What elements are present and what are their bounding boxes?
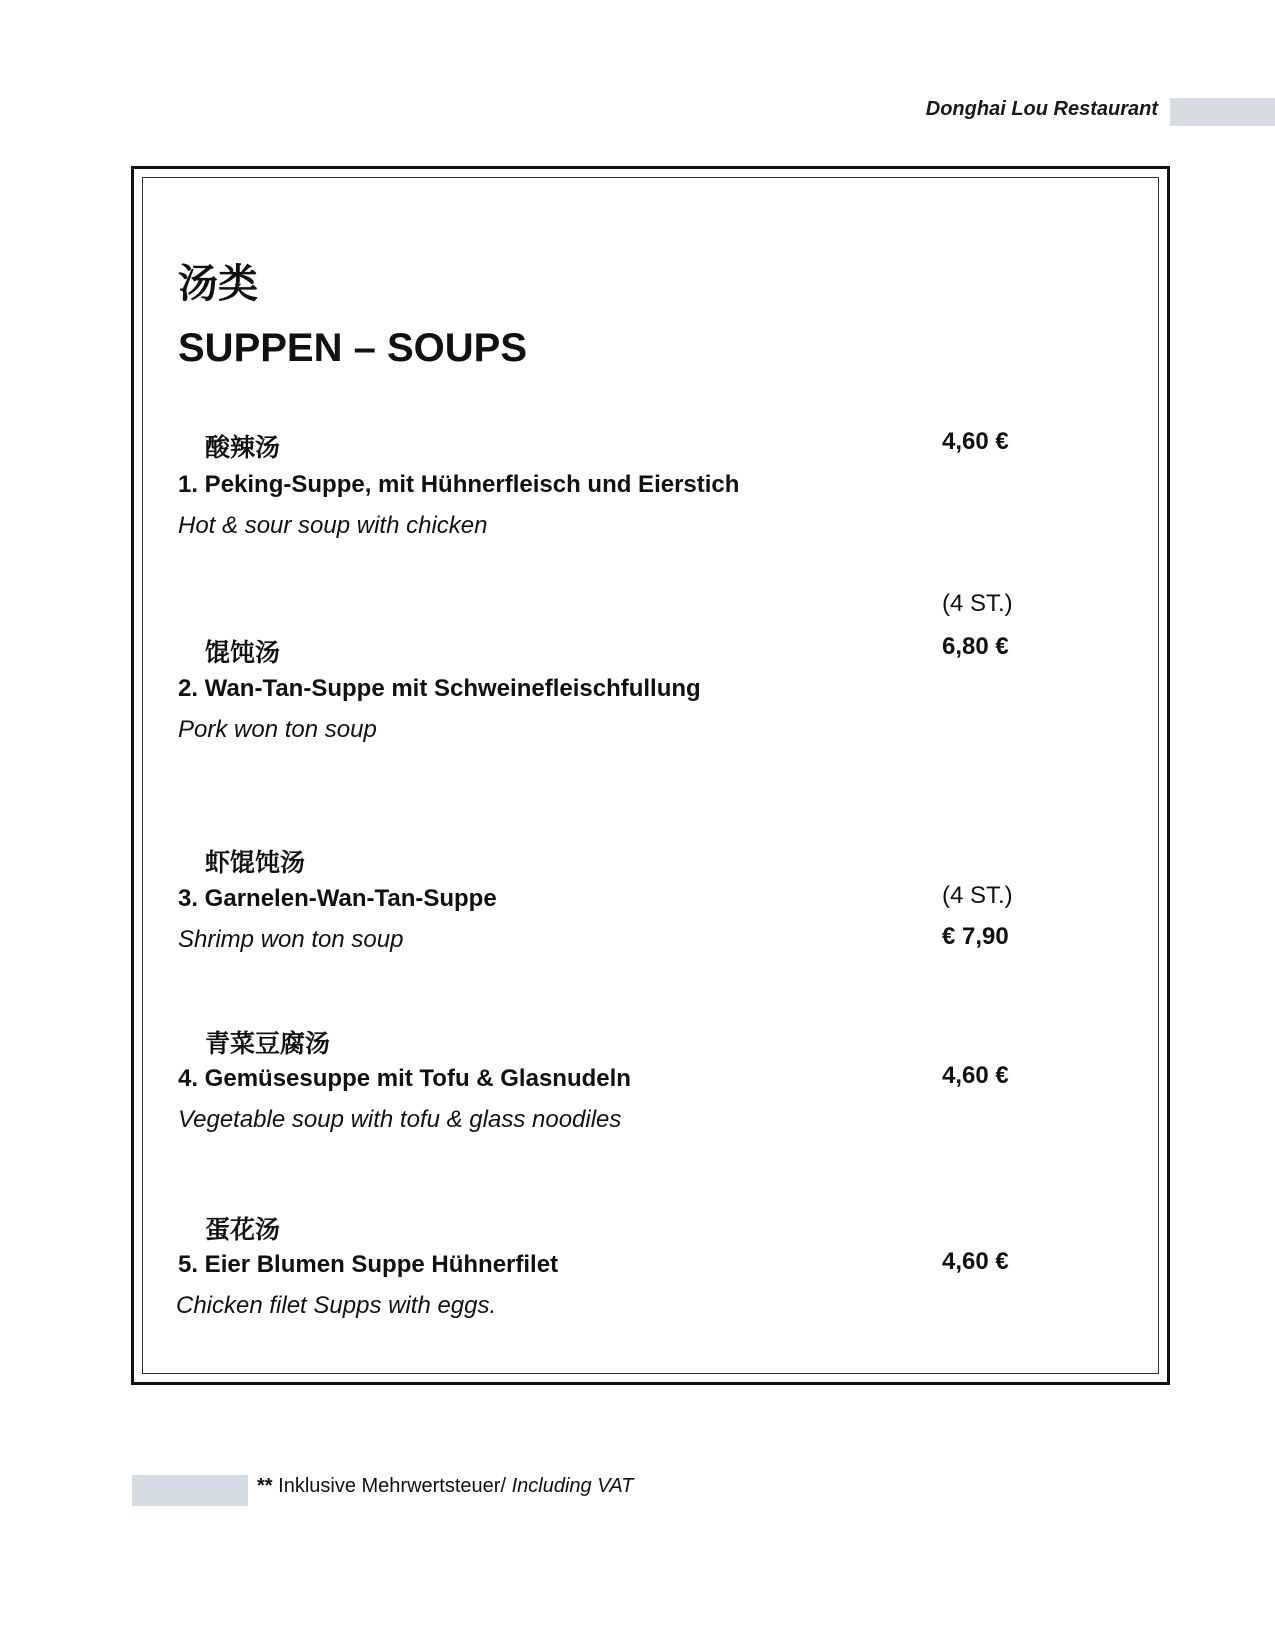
item-name-german: 3. Garnelen-Wan-Tan-Suppe [178, 885, 497, 912]
item-name-chinese: 蛋花汤 [205, 1215, 281, 1244]
item-name-english: Vegetable soup with tofu & glass noodiles [178, 1106, 622, 1133]
item-name-chinese: 酸辣汤 [205, 433, 281, 462]
item-name-english: Hot & sour soup with chicken [178, 512, 488, 539]
footer-accent-bar [132, 1475, 248, 1506]
item-name-english: Chicken filet Supps with eggs. [176, 1292, 497, 1319]
item-price: € 7,90 [942, 923, 1009, 950]
vat-note-stars: ** [257, 1475, 273, 1497]
item-price: 4,60 € [942, 1062, 1009, 1089]
item-name-english: Pork won ton soup [178, 716, 377, 743]
vat-note-german: Inklusive Mehrwertsteuer/ [278, 1475, 507, 1497]
section-title: SUPPEN – SOUPS [178, 326, 528, 370]
item-name-chinese: 青菜豆腐汤 [205, 1029, 331, 1058]
header-accent-bar [1170, 98, 1275, 126]
item-name-chinese: 馄饨汤 [205, 638, 281, 667]
item-price: 4,60 € [942, 428, 1009, 455]
section-title-chinese: 汤类 [178, 261, 258, 307]
item-price: 6,80 € [942, 633, 1009, 660]
item-price: 4,60 € [942, 1248, 1009, 1275]
item-quantity: (4 ST.) [942, 590, 1013, 617]
restaurant-name: Donghai Lou Restaurant [925, 98, 1158, 120]
vat-note-english: Including VAT [511, 1475, 634, 1497]
vat-note [257, 1475, 634, 1498]
item-name-german: 1. Peking-Suppe, mit Hühnerfleisch und Eierstich [178, 471, 740, 498]
item-quantity: (4 ST.) [942, 882, 1013, 909]
item-name-german: 4. Gemüsesuppe mit Tofu & Glasnudeln [178, 1065, 631, 1092]
item-name-english: Shrimp won ton soup [178, 926, 404, 953]
item-name-german: 5. Eier Blumen Suppe Hühnerfilet [178, 1251, 559, 1278]
item-name-german: 2. Wan-Tan-Suppe mit Schweinefleischfullung [178, 675, 701, 702]
item-name-chinese: 虾馄饨汤 [205, 848, 306, 877]
